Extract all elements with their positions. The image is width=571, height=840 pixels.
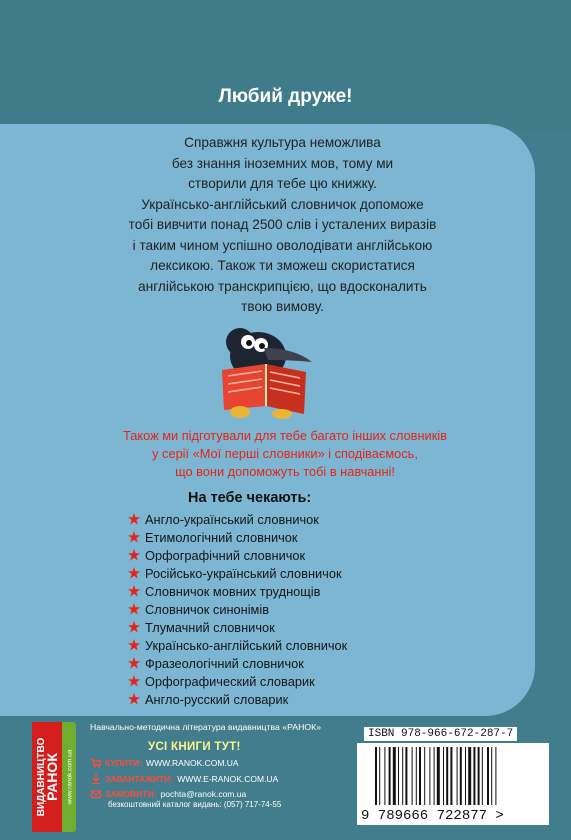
- barcode-bar: [398, 747, 399, 805]
- list-item-label: Орфографический словарик: [145, 673, 315, 689]
- intro-text: [60, 133, 505, 318]
- list-item-label: Англо-русский словарик: [145, 691, 289, 707]
- list-title: На тебе чекають:: [188, 490, 312, 506]
- series-line: Навчально-методична література видавництва «РАНОК»: [90, 722, 322, 732]
- list-item-label: Англо-український словничок: [145, 511, 319, 527]
- intro-line: створили для тебе цю книжку.: [188, 176, 377, 191]
- logo-wordmark: [36, 738, 58, 817]
- list-item-label: Орфографічний словничок: [145, 547, 306, 563]
- barcode-digits: 9 789666 722877 >: [361, 808, 504, 824]
- download-icon: [91, 774, 101, 784]
- intro-line: твою вимову.: [241, 299, 324, 314]
- logo-small-text: ВИДАВНИЦТВО: [36, 737, 47, 817]
- download-row[interactable]: [91, 774, 278, 784]
- list-item: [128, 636, 347, 654]
- barcode-bar: [450, 747, 452, 805]
- barcode-bar: [491, 747, 492, 805]
- barcode-bar: [487, 747, 489, 805]
- star-bullet-icon: [128, 531, 140, 543]
- barcode-bar: [457, 747, 458, 805]
- list-item-label: Фразеологічний словничок: [145, 655, 304, 671]
- note-line: що вони допоможуть тобі в навчанні!: [175, 464, 395, 479]
- order-row[interactable]: [91, 789, 246, 799]
- intro-line: лексикою. Також ти зможеш скористатися: [150, 258, 415, 273]
- barcode-bar: [473, 747, 475, 805]
- list-item: [128, 546, 347, 564]
- top-band: [0, 0, 571, 130]
- logo-site-text: www.ranok.com.ua: [66, 749, 74, 805]
- barcode-bar: [429, 747, 430, 805]
- star-bullet-icon: [128, 585, 140, 597]
- list-item: [128, 582, 347, 600]
- barcode-bar: [443, 747, 444, 805]
- note-line: Також ми підготували для тебе багато інших словників: [123, 428, 447, 443]
- intro-line: Справжня культура неможлива: [184, 135, 381, 150]
- barcode-bar: [468, 747, 471, 805]
- list-item: [128, 690, 347, 708]
- barcode-bar: [460, 747, 462, 805]
- barcode-bar: [478, 747, 480, 805]
- dictionary-list: [128, 510, 347, 708]
- buy-label: КУПИТИ:: [105, 758, 143, 768]
- list-item-label: Російсько-український словничок: [145, 565, 342, 581]
- note-line: у серії «Мої перші словники» і сподіваємось,: [152, 446, 418, 461]
- isbn-label: ISBN 978-966-672-287-7: [364, 727, 517, 741]
- star-bullet-icon: [128, 639, 140, 651]
- list-item-label: Тлумачний словничок: [145, 619, 275, 635]
- barcode-bar: [379, 747, 380, 805]
- list-item: [128, 600, 347, 618]
- list-item: [128, 510, 347, 528]
- cart-icon: [91, 758, 101, 768]
- barcode-bar: [393, 747, 396, 805]
- logo-big-text: РАНОК: [44, 753, 60, 801]
- barcode-bar: [412, 747, 413, 805]
- barcode-bar: [424, 747, 425, 805]
- intro-line: Українсько-англійський словничок допоможе: [141, 196, 424, 212]
- barcode-bar: [419, 747, 421, 805]
- series-note: [20, 427, 550, 481]
- buy-link[interactable]: WWW.RANOK.COM.UA: [146, 758, 239, 768]
- list-item: [128, 618, 347, 636]
- order-label: ЗАМОВИТИ:: [105, 789, 157, 799]
- star-bullet-icon: [128, 567, 140, 579]
- intro-line: без знання іноземних мов, тому ми: [171, 155, 394, 171]
- intro-line: і таким чином успішно оволодівати англійською: [132, 237, 433, 253]
- crow-reading-book-illustration: [214, 318, 318, 420]
- barcode-bar: [465, 747, 466, 805]
- barcode-bar: [389, 747, 391, 805]
- list-item: [128, 528, 347, 546]
- order-email[interactable]: pochta@ranok.com.ua: [160, 789, 247, 799]
- barcode-bar: [416, 747, 417, 805]
- intro-line: англійською транскрипцією, що вдосконалить: [138, 278, 427, 294]
- all-books-slogan: УСІ КНИГИ ТУТ!: [148, 741, 241, 753]
- star-bullet-icon: [128, 513, 140, 525]
- free-catalog-phone: безкоштовний каталог видань: (057) 717-74-55: [108, 800, 282, 809]
- barcode-bar: [384, 747, 385, 805]
- barcode-bar: [446, 747, 448, 805]
- list-item: [128, 564, 347, 582]
- list-item-label: Словничок мовних труднощів: [145, 583, 321, 599]
- list-item-label: Словничок синонімів: [145, 601, 270, 617]
- mail-icon: [91, 789, 101, 799]
- star-bullet-icon: [128, 693, 140, 705]
- list-item-label: Українсько-англійський словничок: [145, 637, 348, 653]
- buy-row[interactable]: [91, 758, 239, 768]
- barcode-bar: [482, 747, 483, 805]
- barcode-bar: [434, 747, 435, 805]
- publisher-logo: [32, 722, 76, 832]
- star-bullet-icon: [128, 675, 140, 687]
- star-bullet-icon: [128, 603, 140, 615]
- list-item-label: Етимологічний словничок: [145, 529, 298, 545]
- star-bullet-icon: [128, 549, 140, 561]
- barcode-bar: [375, 747, 377, 805]
- list-item: [128, 654, 347, 672]
- barcode-bars: [357, 743, 549, 807]
- barcode-bar: [495, 747, 496, 805]
- download-label: ЗАВАНТАЖИТИ:: [105, 774, 174, 784]
- barcode-bar: [402, 747, 403, 805]
- star-bullet-icon: [128, 621, 140, 633]
- list-item: [128, 672, 347, 690]
- star-bullet-icon: [128, 657, 140, 669]
- barcode-bar: [437, 747, 440, 805]
- barcode-bar: [405, 747, 407, 805]
- intro-line: тобі вивчити понад 2500 слів і усталених виразів: [128, 217, 437, 232]
- download-link[interactable]: WWW.E-RANOK.COM.UA: [177, 774, 279, 784]
- greeting-heading: Любий друже!: [218, 86, 353, 107]
